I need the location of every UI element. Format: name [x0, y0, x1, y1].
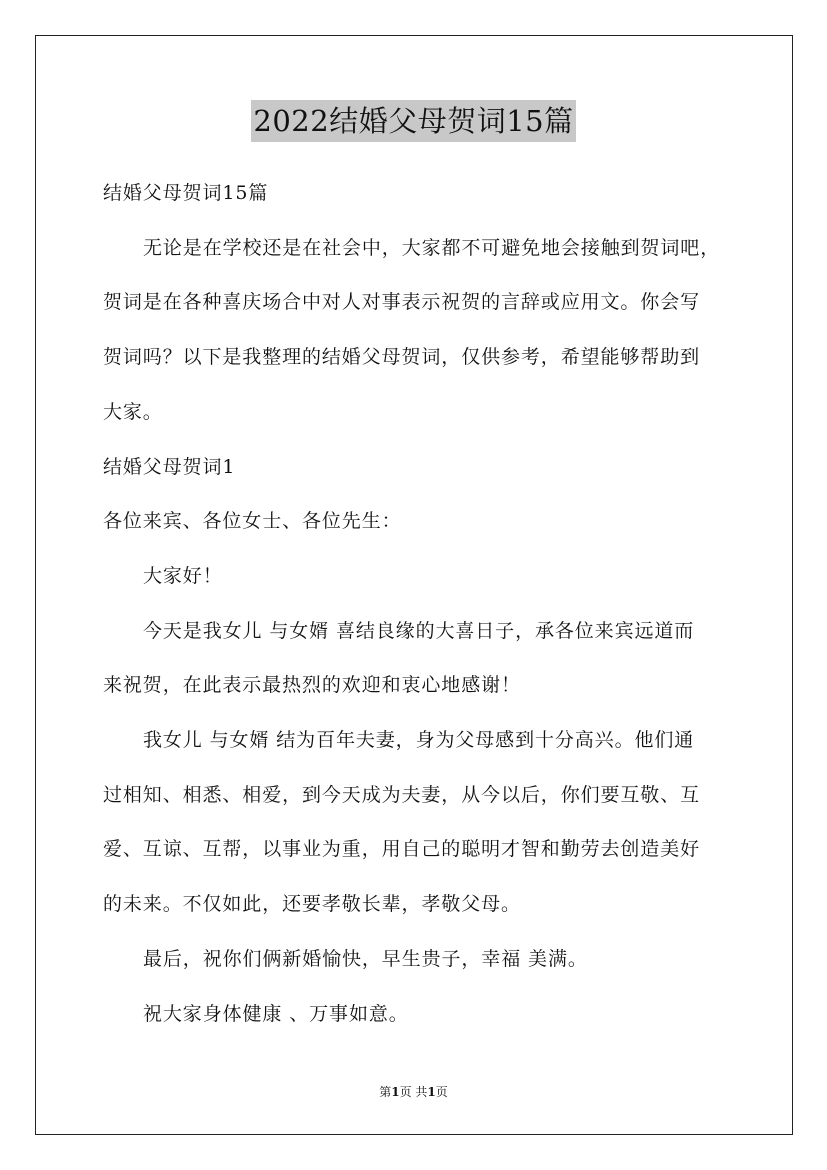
paragraph-line: 大家。	[103, 400, 163, 423]
paragraph-line: 过相知、相悉、相爱，到今天成为夫妻，从今以后，你们要互敬、互	[103, 783, 701, 806]
greeting: 大家好！	[143, 564, 223, 587]
document-title: 2022结婚父母贺词15篇	[251, 100, 575, 142]
footer-page-mid: 页 共	[399, 1085, 428, 1099]
footer-page-total: 1	[427, 1085, 436, 1099]
footer-page-number: 1	[391, 1085, 400, 1099]
section-heading: 结婚父母贺词1	[103, 455, 236, 478]
document-body	[103, 166, 743, 1041]
title-container	[0, 100, 827, 142]
paragraph-line: 来祝贺，在此表示最热烈的欢迎和衷心地感谢！	[103, 674, 521, 697]
page-footer	[0, 1083, 827, 1101]
paragraph-line: 最后，祝你们俩新婚愉快，早生贵子，幸福 美满。	[143, 947, 588, 970]
salutation: 各位来宾、各位女士、各位先生：	[103, 510, 402, 533]
paragraph-line: 爱、互谅、互帮，以事业为重，用自己的聪明才智和勤劳去创造美好	[103, 838, 701, 861]
paragraph-line: 贺词是在各种喜庆场合中对人对事表示祝贺的言辞或应用文。你会写	[103, 291, 701, 314]
paragraph-line: 无论是在学校还是在社会中，大家都不可避免地会接触到贺词吧，	[143, 236, 721, 259]
paragraph-line: 今天是我女儿 与女婿 喜结良缘的大喜日子，承各位来宾远道而	[143, 619, 695, 642]
paragraph-line: 的未来。不仅如此，还要孝敬长辈，孝敬父母。	[103, 893, 521, 916]
paragraph-line: 祝大家身体健康 、万事如意。	[143, 1002, 409, 1025]
paragraph-line: 我女儿 与女婿 结为百年夫妻，身为父母感到十分高兴。他们通	[143, 729, 695, 752]
footer-page-suffix: 页	[435, 1085, 448, 1099]
subtitle: 结婚父母贺词15篇	[103, 182, 269, 204]
footer-page-prefix: 第	[379, 1085, 392, 1099]
paragraph-line: 贺词吗？以下是我整理的结婚父母贺词，仅供参考，希望能够帮助到	[103, 346, 701, 369]
